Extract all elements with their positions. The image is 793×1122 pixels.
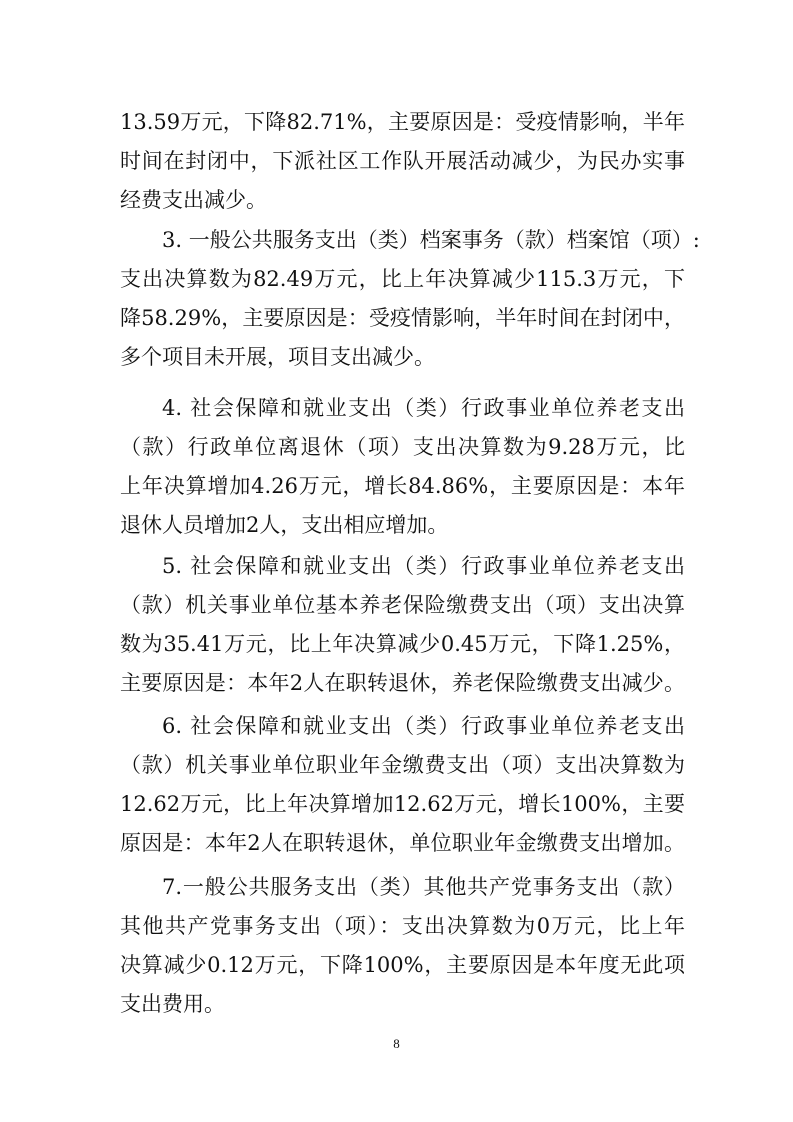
paragraph-line: （款）机关事业单位基本养老保险缴费支出（项）支出决算	[120, 593, 685, 617]
paragraph-line: （款）机关事业单位职业年金缴费支出（项）支出决算数为	[120, 753, 685, 777]
paragraph-line: 4. 社会保障和就业支出（类）行政事业单位养老支出	[162, 396, 685, 420]
paragraph-line: （款）行政单位离退休（项）支出决算数为9.28万元，比	[120, 435, 685, 459]
paragraph-line: 主要原因是：本年2人在职转退休，养老保险缴费支出减少。	[120, 671, 685, 695]
page-number: 8	[393, 1036, 400, 1051]
paragraph-line: 其他共产党事务支出（项）：支出决算数为0万元，比上年	[120, 914, 685, 938]
paragraph-line: 退休人员增加2人，支出相应增加。	[120, 513, 449, 537]
paragraph-line: 原因是：本年2人在职转退休，单位职业年金缴费支出增加。	[120, 831, 685, 855]
paragraph-line: 经费支出减少。	[120, 188, 267, 212]
paragraph-line: 决算减少0.12万元，下降100%，主要原因是本年度无此项	[120, 953, 685, 977]
paragraph-line: 6. 社会保障和就业支出（类）行政事业单位养老支出	[162, 714, 685, 738]
paragraph-line: 12.62万元，比上年决算增加12.62万元，增长100%，主要	[120, 792, 685, 816]
paragraph-line: 数为35.41万元，比上年决算减少0.45万元，下降1.25%，	[120, 632, 685, 656]
paragraph-line: 降58.29%，主要原因是：受疫情影响，半年时间在封闭中，	[120, 306, 685, 330]
paragraph-line: 3. 一般公共服务支出（类）档案事务（款）档案馆（项）:	[162, 228, 700, 252]
paragraph-line: 支出决算数为82.49万元，比上年决算减少115.3万元，下	[120, 267, 685, 291]
paragraph-line: 多个项目未开展，项目支出减少。	[120, 345, 435, 369]
paragraph-line: 上年决算增加4.26万元，增长84.86%，主要原因是：本年	[120, 474, 685, 498]
paragraph-line: 7.一般公共服务支出（类）其他共产党事务支出（款）	[162, 875, 685, 899]
paragraph-line: 时间在封闭中，下派社区工作队开展活动减少，为民办实事	[120, 149, 685, 173]
paragraph-line: 5. 社会保障和就业支出（类）行政事业单位养老支出	[162, 554, 685, 578]
paragraph-line: 支出费用。	[120, 992, 225, 1016]
paragraph-line: 13.59万元，下降82.71%，主要原因是：受疫情影响，半年	[120, 110, 685, 134]
